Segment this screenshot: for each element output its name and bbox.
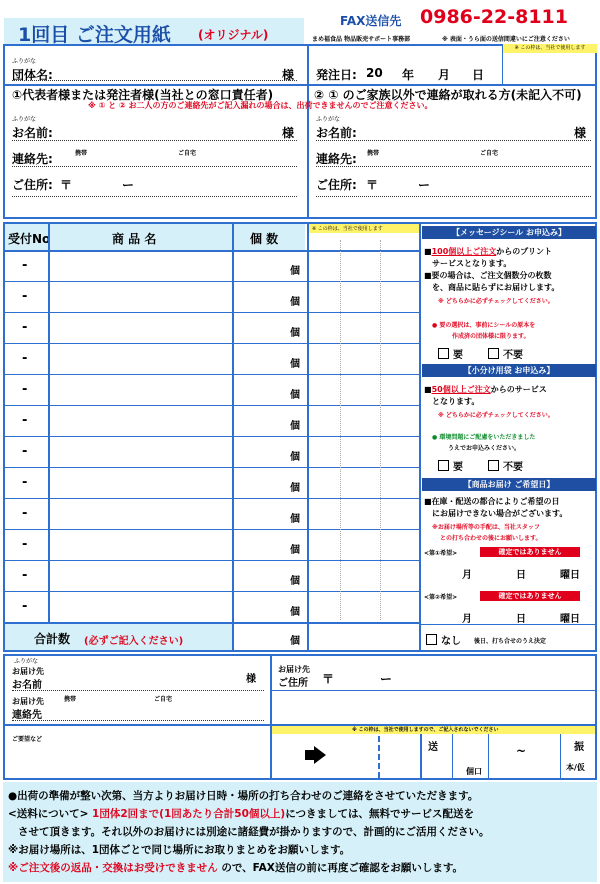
rep-phone-line (12, 166, 297, 167)
checkbox-icon (488, 348, 499, 359)
ms-yes[interactable]: 要 (438, 346, 463, 361)
org-underline (12, 80, 297, 81)
ship-home: ご自宅 (154, 696, 173, 703)
delivery-line4: との打ち合わせの後にお願いします。 (440, 535, 542, 542)
office-column-dots (340, 240, 341, 620)
col-qty-header: 個 数 (250, 232, 279, 246)
delivery-none[interactable]: なし (426, 632, 461, 647)
ship-addr-label2: ご住所 (278, 678, 308, 689)
arrow-right-icon-stem (305, 750, 315, 760)
first-day: 日 (516, 570, 526, 581)
divider (270, 690, 597, 691)
total-label: 合計数 (34, 632, 71, 646)
total-note: (必ずご記入ください) (84, 636, 184, 647)
delivery-line3: ※お届け場所等の手配は、当社スタッフ (432, 524, 540, 531)
ship-furigana: ふりがな (14, 658, 39, 665)
divider (488, 734, 489, 780)
office-note: ※ この枠は、当社で使用します (503, 44, 597, 53)
item-input[interactable] (52, 471, 228, 495)
order-month-unit: 月 (438, 68, 451, 82)
bag-note2: うえでお申込みください。 (448, 445, 521, 452)
col-divider (307, 222, 309, 652)
row-line (3, 560, 419, 561)
alt-postal: 〒 (366, 178, 379, 192)
office-col-note: ※ この枠は、当社で使用します (312, 226, 383, 232)
row-line (3, 529, 419, 530)
divider (452, 734, 453, 780)
first-choice-label: <第①希望> (424, 550, 458, 557)
footer-line3: させて頂きます。それ以外のお届けには別途に諸経費が掛かりますので、計画的にご活用ください。 (18, 826, 490, 838)
first-not-confirmed: 確定ではありません (480, 547, 580, 557)
transfer-label: 振 (574, 742, 584, 753)
bag-line1: ■50個以上ご注文からのサービス (424, 385, 547, 394)
footer-line1: ●出荷の準備が整い次第、当方よりお届け日時・場所の打ち合わせのご連絡をさせていただきます。 (8, 790, 479, 802)
rep-postal: 〒 (60, 178, 73, 192)
col-divider (419, 222, 421, 652)
rep-name-line (12, 140, 297, 141)
col-no-header: 受付No (8, 232, 51, 246)
ship-postal: 〒 (322, 672, 335, 686)
divider (270, 654, 272, 724)
col-divider (232, 222, 234, 652)
item-input[interactable] (52, 409, 228, 433)
total-unit: 個 (290, 636, 300, 647)
first-weekday: 曜日 (560, 570, 580, 581)
second-not-confirmed: 確定ではありません (480, 591, 580, 601)
row-line (3, 374, 419, 375)
ms-line4: を、商品に貼らずにお届けします。 (432, 283, 560, 292)
contact-warning: ※ ① と ② お二人の方のご連絡先がご記入漏れの場合は、出荷できませんのでご注意ください。 (88, 101, 433, 110)
second-weekday: 曜日 (560, 614, 580, 625)
item-input[interactable] (52, 595, 228, 619)
ship-mobile: 携帯 (64, 696, 77, 703)
tilde: ~ (516, 744, 527, 758)
alt-address-line (316, 196, 591, 197)
rep-address-line (12, 196, 297, 197)
ms-line1: ■100個以上ご注文からのプリント (424, 247, 552, 256)
alt-heading: ② ① のご家族以外で連絡が取れる方(未記入不可) (314, 88, 582, 102)
bag-check: ※ どちらかに必ずチェックしてください。 (438, 412, 554, 419)
send-notice: ※ 表面・うら面の送信間違いにご注意ください (442, 36, 570, 43)
requests-label: ご要望など (12, 736, 43, 743)
row-line (3, 312, 419, 313)
second-choice-label: <第②希望> (424, 594, 458, 601)
checkbox-icon (438, 460, 449, 471)
rep-home: ご自宅 (178, 150, 197, 157)
honkari-label: 本/仮 (566, 763, 585, 772)
rep-sama: 様 (282, 126, 295, 140)
row-line (3, 436, 419, 437)
row-line (3, 498, 419, 499)
org-furigana: ふりがな (12, 58, 37, 65)
second-day: 日 (516, 614, 526, 625)
ship-sama: 様 (246, 674, 256, 685)
divider (420, 734, 422, 780)
alt-postal-dash: ー (418, 178, 431, 192)
divider (307, 44, 309, 219)
alt-phone-line (316, 166, 591, 167)
company-name: まめ福食品 物品販売サポート事務部 (312, 36, 411, 43)
footer-line2: <送料について> 1団体2回まで(1回あたり合計50個以上)につきましては、無料でサービス配送を (8, 808, 474, 820)
delivery-line2: にお届けできない場合がございます。 (432, 509, 568, 518)
alt-mobile: 携帯 (367, 150, 380, 157)
item-input[interactable] (52, 285, 228, 309)
org-label: 団体名: (12, 68, 53, 82)
alt-name-label: お名前: (316, 126, 357, 140)
item-input[interactable] (52, 254, 228, 278)
footer-line4: ※お届け場所は、1団体ごとで同じ場所にお取りまとめをお願いします。 (8, 844, 351, 856)
page-subtitle: (オリジナル) (198, 28, 269, 42)
ship-phone-label2: 連絡先 (12, 710, 42, 721)
order-year-prefix: 20 (366, 66, 383, 80)
ship-phone-line (12, 720, 264, 721)
bag-note1: ● 環境問題にご配慮をいただきました (432, 434, 536, 441)
alt-sama: 様 (574, 126, 587, 140)
row-line (3, 405, 419, 406)
ship-postal-dash: ー (380, 672, 393, 686)
rep-address-label: ご住所: (12, 178, 53, 192)
ship-name-label2: お名前 (12, 680, 42, 691)
item-input[interactable] (52, 564, 228, 588)
ms-note2: 作成済の団体様に限ります。 (452, 333, 530, 340)
col-divider (48, 222, 50, 622)
fax-label: FAX送信先 (340, 14, 402, 28)
order-date-label: 発注日: (316, 68, 357, 82)
bag-line2: となります。 (432, 397, 480, 406)
ship-count-unit: 個口 (466, 767, 482, 776)
rep-heading: ①代表者様または発注者様(当社との窓口責任者) (12, 88, 274, 102)
alt-furigana: ふりがな (316, 116, 341, 123)
ms-no[interactable]: 不要 (488, 346, 523, 361)
ship-name-label1: お届け先 (12, 667, 44, 676)
item-input[interactable] (52, 378, 228, 402)
delivery-heading: 【商品お届け ご希望日】 (422, 478, 596, 491)
bag-no[interactable]: 不要 (488, 458, 523, 473)
message-sticker-heading: 【メッセージシール お申込み】 (422, 226, 596, 239)
bag-yes[interactable]: 要 (438, 458, 463, 473)
none-divider (419, 624, 597, 625)
delivery-none-note: 後日、打ち合せのうえ決定 (474, 638, 547, 645)
row-line (3, 281, 419, 282)
alt-home: ご自宅 (480, 150, 499, 157)
alt-name-line (316, 140, 591, 141)
ms-line2: サービスとなります。 (432, 259, 512, 268)
office-column-dots (380, 240, 381, 620)
header-divider (3, 250, 419, 252)
checkbox-icon (488, 460, 499, 471)
ms-line3: ■要の場合は、ご注文個数分の枚数 (424, 271, 552, 280)
dashed-divider (378, 736, 380, 778)
ship-name-line (12, 690, 264, 691)
row-line (3, 343, 419, 344)
ship-phone-label1: お届け先 (12, 697, 44, 706)
item-input[interactable] (52, 502, 228, 526)
rep-mobile: 携帯 (75, 150, 88, 157)
rep-postal-dash: ー (122, 178, 135, 192)
arrow-right-icon (314, 746, 326, 764)
office-box (502, 44, 597, 84)
alt-phone-label: 連絡先: (316, 152, 357, 166)
ms-check: ※ どちらかに必ずチェックしてください。 (438, 298, 554, 305)
checkbox-icon (438, 348, 449, 359)
fax-number: 0986-22-8111 (420, 6, 568, 28)
item-input[interactable] (52, 316, 228, 340)
alt-address-label: ご住所: (316, 178, 357, 192)
divider (560, 734, 561, 780)
row-line (3, 467, 419, 468)
row-line (3, 591, 419, 592)
org-name-input[interactable] (62, 62, 280, 80)
checkbox-icon (426, 634, 437, 645)
item-input[interactable] (52, 440, 228, 464)
delivery-line1: ■在庫・配送の都合によりご希望の日 (424, 497, 560, 506)
org-sama: 様 (282, 68, 295, 82)
item-input[interactable] (52, 533, 228, 557)
rep-name-label: お名前: (12, 126, 53, 140)
page-title: 1回目 ご注文用紙 (18, 24, 171, 46)
item-input[interactable] (52, 347, 228, 371)
col-item-header: 商 品 名 (112, 232, 157, 246)
order-year-unit: 年 (402, 68, 415, 82)
first-month: 月 (462, 570, 472, 581)
second-month: 月 (462, 614, 472, 625)
bag-heading: 【小分け用袋 お申込み】 (422, 364, 596, 377)
ship-addr-label1: お届け先 (278, 665, 310, 674)
ms-note1: ● 要の選択は、事前にシールの原本を (432, 322, 536, 329)
ship-count-label: 送 (428, 742, 438, 753)
order-day-unit: 日 (472, 68, 485, 82)
footer-line5: ※ご注文後の返品・交換はお受けできません ので、FAX送信の前に再度ご確認をお願いします。 (8, 862, 464, 874)
rep-phone-label: 連絡先: (12, 152, 53, 166)
requests-input[interactable] (10, 744, 266, 776)
requests-office-note: ※ この枠は、当社で使用しますので、ご記入されないでください (352, 727, 499, 733)
rep-furigana: ふりがな (12, 116, 37, 123)
